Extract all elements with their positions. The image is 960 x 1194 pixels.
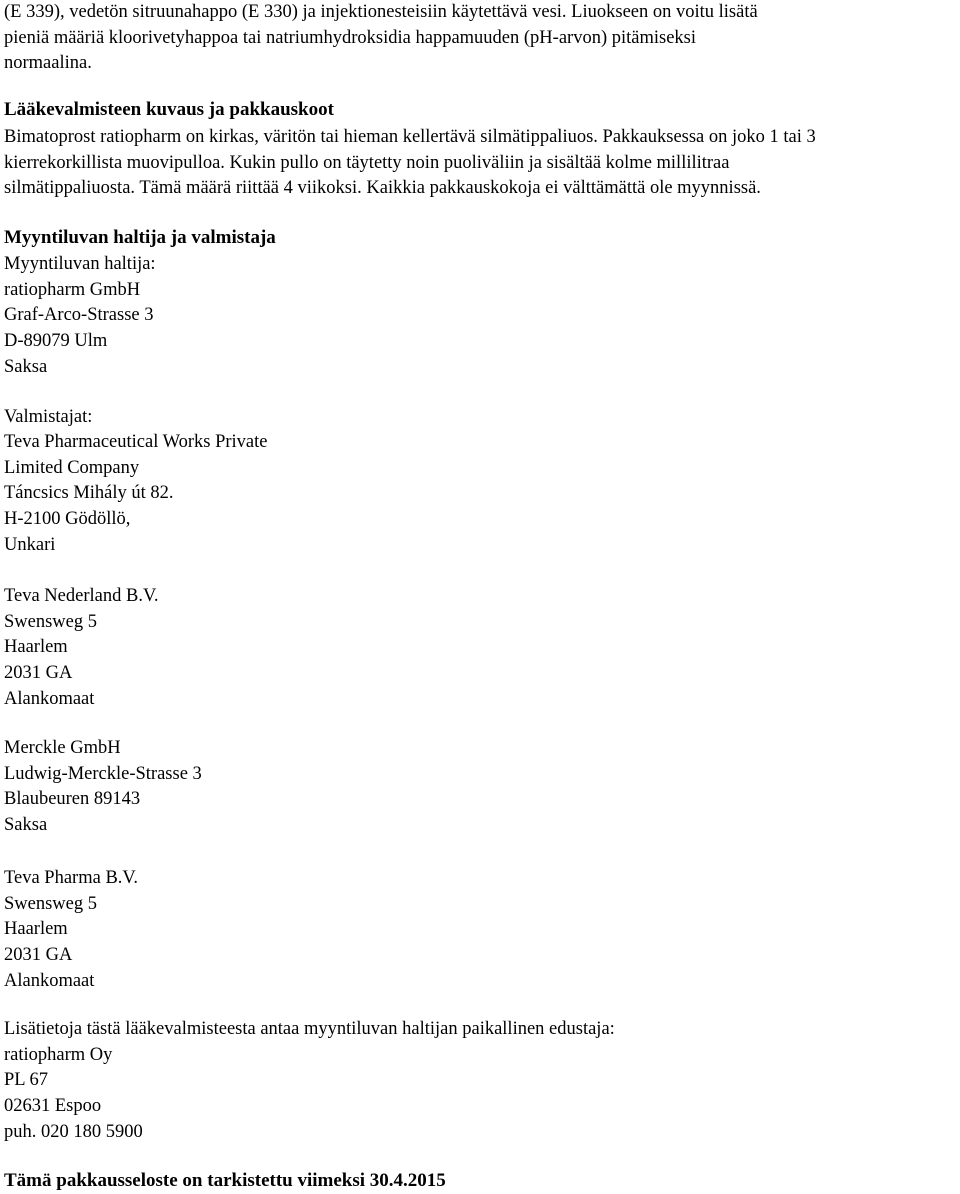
manufacturers-label-text: Valmistajat: (4, 407, 93, 427)
manufacturers-label (4, 405, 92, 431)
manufacturer-teva-nederland (4, 584, 159, 713)
address-line: Alankomaat (4, 970, 95, 991)
address-line: PL 67 (4, 1070, 49, 1091)
manufacturer-merckle (4, 736, 202, 839)
address-line: Alankomaat (4, 688, 95, 709)
address-line: Haarlem (4, 919, 68, 940)
text-line: pieniä määriä kloorivetyhappoa tai natriumhydroksidia happamuuden (pH-arvon) pitämiseksi (4, 27, 697, 48)
address-line: Teva Pharmaceutical Works Private (4, 432, 268, 452)
text-line: (E 339), vedetön sitruunahappo (E 330) ja injektionesteisiin käytettävä vesi. Liuokseen on voitu lisätä (4, 2, 758, 22)
address-line: 02631 Espoo (4, 1096, 102, 1117)
address-line: Saksa (4, 815, 48, 836)
address-line: Swensweg 5 (4, 893, 98, 914)
description-heading: Lääkevalmisteen kuvaus ja pakkauskoot (4, 99, 334, 120)
text-line: kierrekorkillista muovipulloa. Kukin pullo on täytetty noin puoliväliin ja sisältää kolme millilitraa (4, 152, 730, 173)
address-line: Unkari (4, 534, 56, 555)
text-line: silmätippaliuosta. Tämä määrä riittää 4 viikoksi. Kaikkia pakkauskokoja ei välttämättä ole myynnissä. (4, 178, 761, 199)
local-representative (4, 1017, 615, 1146)
address-line: 2031 GA (4, 945, 73, 966)
address-line: Teva Nederland B.V. (4, 586, 159, 606)
address-line: H-2100 Gödöllö, (4, 509, 131, 530)
address-line: Haarlem (4, 637, 68, 658)
ingredients-continuation (4, 0, 758, 77)
address-line: Saksa (4, 356, 48, 377)
address-line: ratiopharm Oy (4, 1044, 113, 1065)
phone-line: puh. 020 180 5900 (4, 1121, 143, 1142)
address-line: Swensweg 5 (4, 611, 98, 632)
address-line: Limited Company (4, 457, 140, 478)
address-line: ratiopharm GmbH (4, 279, 141, 300)
text-line: Bimatoprost ratiopharm on kirkas, väritön tai hieman kellertävä silmätippaliuos. Pakkauksessa on joko 1 tai 3 (4, 127, 816, 147)
marketing-authorisation-heading: Myyntiluvan haltija ja valmistaja (4, 227, 276, 248)
description-paragraph (4, 125, 816, 202)
manufacturer-teva-private (4, 430, 268, 559)
address-line: Teva Pharma B.V. (4, 868, 139, 888)
manufacturer-teva-pharma (4, 866, 138, 995)
holder-label: Myyntiluvan haltija: (4, 254, 156, 274)
address-line: D-89079 Ulm (4, 331, 108, 352)
address-line: Merckle GmbH (4, 738, 121, 758)
revision-date: Tämä pakkausseloste on tarkistettu viimeksi 30.4.2015 (4, 1170, 446, 1191)
address-line: Ludwig-Merckle-Strasse 3 (4, 763, 202, 784)
marketing-authorisation-holder (4, 252, 156, 381)
address-line: Graf-Arco-Strasse 3 (4, 305, 154, 326)
address-line: Blaubeuren 89143 (4, 789, 141, 810)
address-line: 2031 GA (4, 663, 73, 684)
local-representative-label: Lisätietoja tästä lääkevalmisteesta antaa myyntiluvan haltijan paikallinen edustaja: (4, 1019, 615, 1039)
address-line: Táncsics Mihály út 82. (4, 483, 174, 504)
text-line: normaalina. (4, 53, 92, 74)
